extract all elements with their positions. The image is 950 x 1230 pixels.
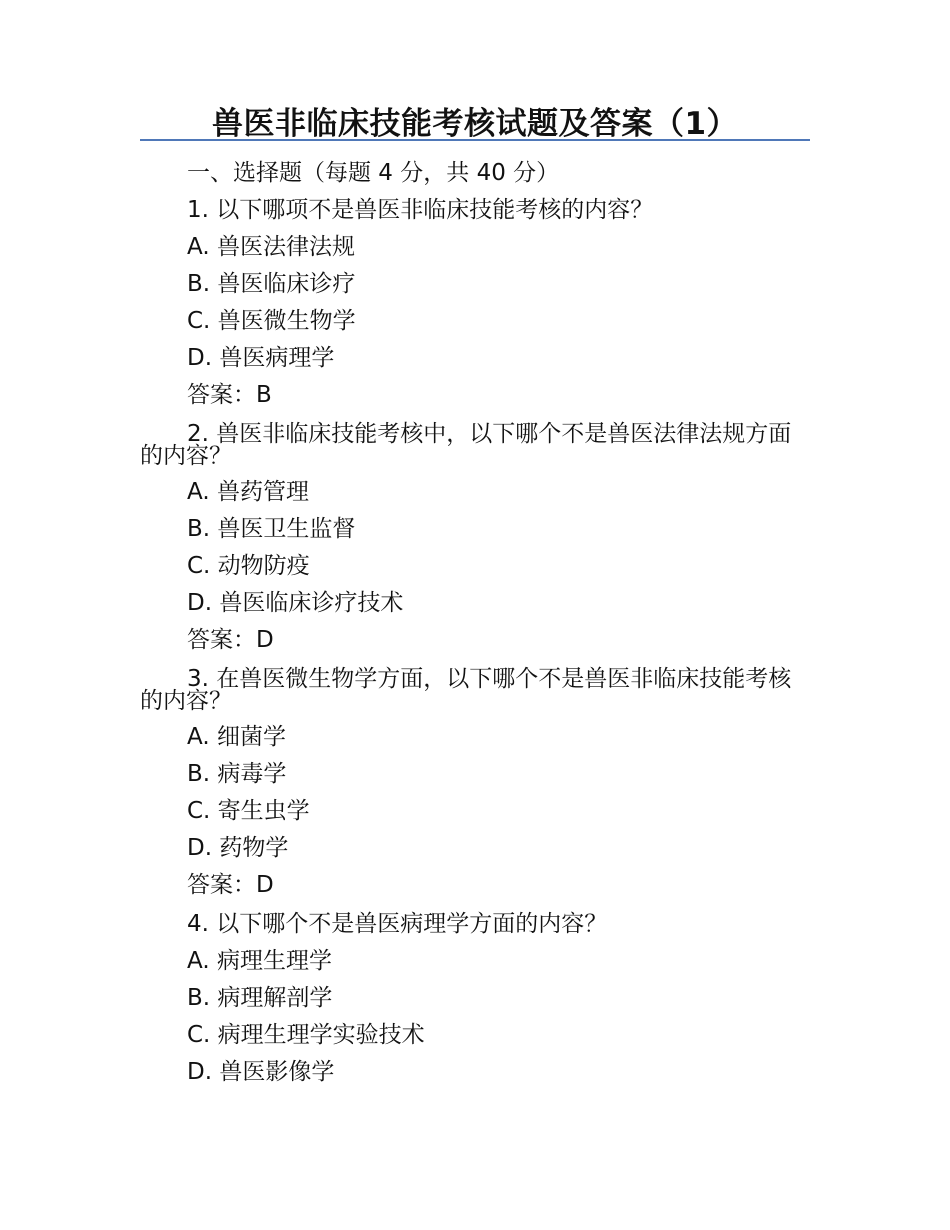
question-4-option-a: A. 病理生理学 (187, 948, 332, 974)
question-4-option-d: D. 兽医影像学 (187, 1059, 335, 1085)
question-3-stem: 3. 在兽医微生物学方面，以下哪个不是兽医非临床技能考核的内容？ (140, 666, 792, 714)
question-2-stem: 2. 兽医非临床技能考核中，以下哪个不是兽医法律法规方面的内容？ (140, 421, 792, 469)
question-2-option-a: A. 兽药管理 (187, 479, 309, 505)
question-3-option-d: D. 药物学 (187, 835, 289, 861)
question-4-stem: 4. 以下哪个不是兽医病理学方面的内容？ (187, 911, 608, 937)
question-2-answer: 答案：D (187, 627, 274, 653)
question-3-option-c: C. 寄生虫学 (187, 798, 310, 824)
question-3-option-b: B. 病毒学 (187, 761, 287, 787)
question-2-option-c: C. 动物防疫 (187, 553, 310, 579)
question-1-option-d: D. 兽医病理学 (187, 345, 335, 371)
question-1-answer: 答案：B (187, 382, 272, 408)
title-underline (140, 139, 810, 141)
question-3-answer: 答案：D (187, 872, 274, 898)
question-1-option-b: B. 兽医临床诊疗 (187, 271, 356, 297)
question-3-option-a: A. 细菌学 (187, 724, 286, 750)
question-4-option-b: B. 病理解剖学 (187, 985, 333, 1011)
question-4-option-c: C. 病理生理学实验技术 (187, 1022, 425, 1048)
question-2-option-b: B. 兽医卫生监督 (187, 516, 356, 542)
question-1-option-c: C. 兽医微生物学 (187, 308, 356, 334)
document-title: 兽医非临床技能考核试题及答案（1） (211, 106, 739, 142)
question-1-option-a: A. 兽医法律法规 (187, 234, 355, 260)
question-1-stem: 1. 以下哪项不是兽医非临床技能考核的内容？ (187, 197, 654, 223)
question-2-option-d: D. 兽医临床诊疗技术 (187, 590, 404, 616)
section-heading: 一、选择题（每题 4 分，共 40 分） (187, 160, 560, 186)
